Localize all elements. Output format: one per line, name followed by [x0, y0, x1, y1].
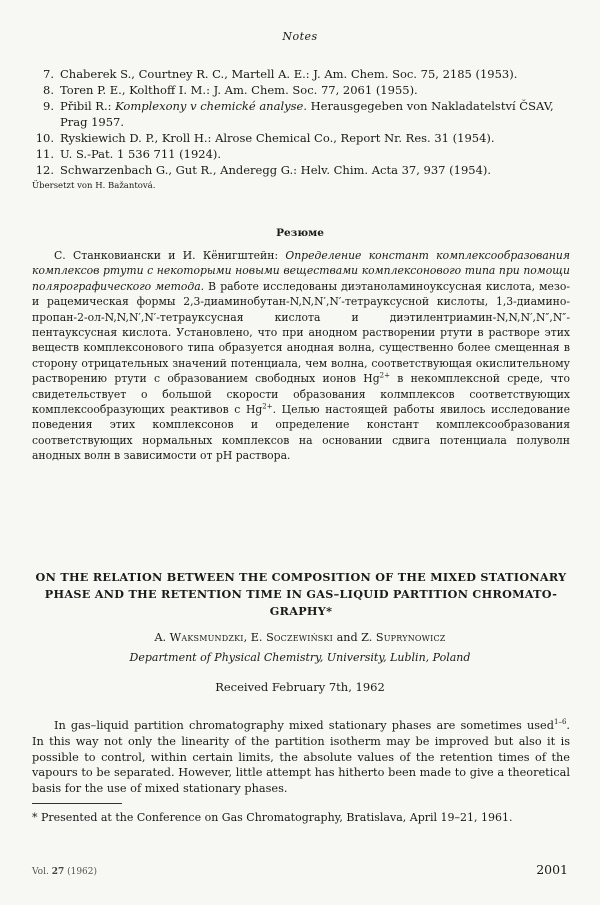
reference-text: Chaberek S., Courtney R. C., Martell A. E.: J. Am. Chem. Soc. 75, 2185 (1953).	[60, 67, 518, 81]
footnote-rule	[32, 803, 122, 804]
reference-number: 11.	[35, 147, 54, 161]
resume-paragraph	[32, 248, 570, 464]
charge-superscript: 2+	[262, 402, 273, 411]
volume-year: (1962)	[64, 867, 98, 877]
reference-text: Toren P. E., Kolthoff I. M.: J. Am. Chem. Soc. 77, 2061 (1955).	[60, 83, 418, 97]
article-title-line: ON THE RELATION BETWEEN THE COMPOSITION OF THE MIXED STATIONARY	[35, 570, 567, 584]
author-name: Soczewiński	[266, 631, 334, 644]
reference-number: 9.	[43, 99, 54, 113]
reference-number: 12.	[35, 163, 54, 177]
intro-text: . In this way not only the linearity of the partition isotherm may be improved but also it is possible to control, within certain limits, the absolute values of the retention times of the vapours to be separated. However, little attempt has hitherto been made to give a theoretical basis for the use of mixed stationary phases.	[32, 719, 570, 796]
resume-body-text: В работе исследованы диэтаноламиноуксусная кислота, мезо- и рацемическая формы 2,3-диаминобутан-N,N,N′,N′-тетрауксусной кислоты, 1,3-диамино-пропан-2-ол-N,N,N′,N′-тетрауксусная кислота и диэтилентриамин-N,N,N′,N″,N″-пентауксусная кислота. Установлено, что при анодном растворении ртути в растворе этих веществ комплексонового типа образуется анодная волна, существенно более смещенная в сторону отрицательных значений потенциала, чем волна, соответствующая окислительному растворению ртути с образованием свободных ионов Hg	[32, 279, 570, 386]
footnote: * Presented at the Conference on Gas Chromatography, Bratislava, April 19–21, 1961.	[32, 811, 513, 824]
resume-body-text: . Целью настоящей работы явилось исследование поведения этих комплексонов и определение констант комплексообразования соответствующих нормальных комплексов на основании сдвига потенциала полуволн анодных волн в зависимости от pH раствора.	[32, 403, 570, 463]
reference-item	[32, 146, 572, 162]
author-initial: A.	[154, 631, 170, 644]
reference-list	[32, 66, 572, 178]
resume-heading: Резюме	[276, 227, 324, 239]
author-name: Suprynowicz	[375, 631, 446, 644]
reference-item	[32, 98, 572, 130]
page-number: 2001	[536, 862, 568, 877]
reference-item	[32, 82, 572, 98]
received-date: Received February 7th, 1962	[215, 680, 385, 694]
charge-superscript: 2+	[379, 371, 390, 380]
volume-info	[32, 867, 97, 877]
reference-item	[32, 66, 572, 82]
author-conjunction: and Z.	[333, 631, 376, 644]
reference-number: 8.	[43, 83, 54, 97]
article-title-line: GRAPHY*	[269, 604, 333, 618]
intro-text: In gas–liquid partition chromatography mixed stationary phases are sometimes used	[54, 719, 554, 732]
resume-body-text: в некомплексной среде, что свидетельствует о большой скорости образования колмплексов соответствующих комплексообразующих реактивов с Hg	[32, 372, 570, 417]
reference-text	[60, 98, 572, 130]
translator-note: Übersetzt von H. Bažantová.	[32, 181, 156, 191]
reference-author: Přibil R.:	[60, 99, 116, 113]
article-authors	[0, 631, 600, 644]
reference-text: Schwarzenbach G., Gut R., Anderegg G.: Helv. Chim. Acta 37, 937 (1954).	[60, 163, 492, 177]
reference-book-title: Komplexony v chemické analyse.	[115, 99, 307, 113]
volume-label: Vol.	[32, 867, 52, 877]
article-title-line: PHASE AND THE RETENTION TIME IN GAS–LIQUID PARTITION CHROMATO-	[44, 587, 558, 601]
resume-authors: С. Станковиански и И. Кёнигштейн:	[54, 249, 286, 262]
reference-text: Ryskiewich D. P., Kroll H.: Alrose Chemical Co., Report Nr. Res. 31 (1954).	[60, 131, 495, 145]
reference-number: 7.	[43, 67, 54, 81]
running-head: Notes	[282, 30, 318, 43]
article-intro-paragraph	[32, 718, 570, 797]
article-affiliation: Department of Physical Chemistry, University, Lublin, Poland	[129, 651, 471, 664]
reference-publisher: Herausgegeben von Nakladatelství ČSAV, Prag 1957.	[60, 99, 554, 129]
reference-number: 10.	[35, 131, 54, 145]
author-name: Waksmundzki	[169, 631, 244, 644]
reference-item	[32, 130, 572, 146]
citation-superscript: 1–6	[553, 718, 567, 727]
article-title	[32, 569, 570, 620]
volume-number: 27	[51, 867, 65, 877]
reference-text: U. S.-Pat. 1 536 711 (1924).	[60, 147, 222, 161]
author-initial: , E.	[243, 631, 267, 644]
reference-item	[32, 162, 572, 178]
resume-paper-title: Определение констант комплексообразования комплексов ртути с некоторыми новыми веществами комплексонового типа при помощи полярографического метода.	[32, 249, 570, 293]
